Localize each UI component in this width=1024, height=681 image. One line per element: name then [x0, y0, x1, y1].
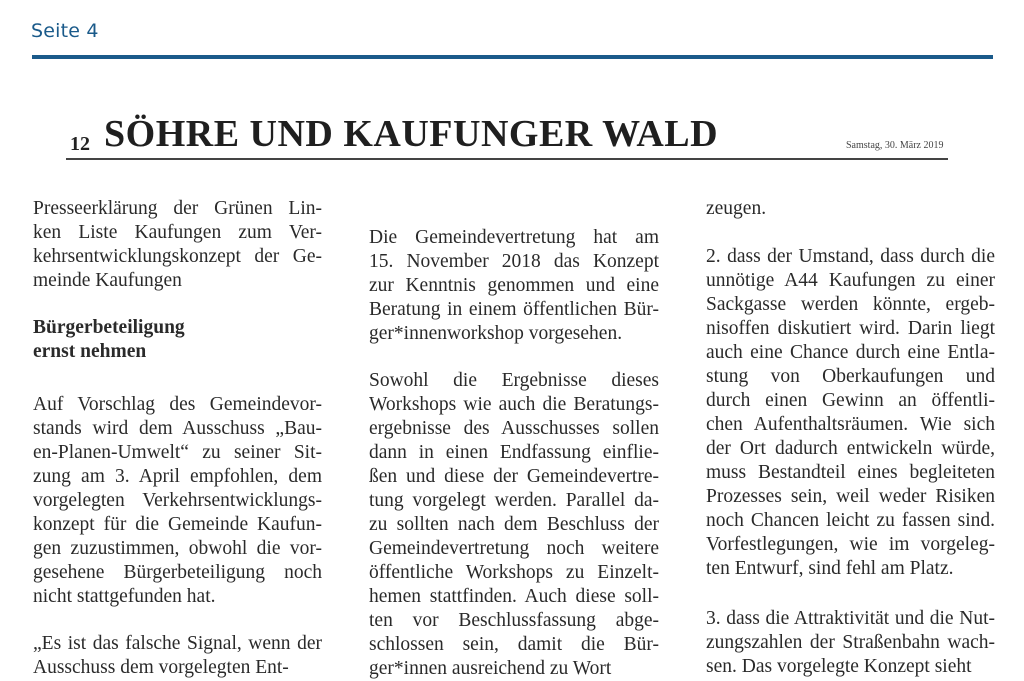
text-line: durch einen Gewinn an öffentli-	[706, 390, 995, 411]
text-line: ergebnisse des Ausschusses sollen	[369, 418, 659, 439]
page-header-label: Seite 4	[31, 20, 99, 42]
text-line: ernst nehmen	[33, 341, 147, 362]
text-line: Prozesses sein, weil weder Risiken	[706, 486, 995, 507]
text-line: zur Kenntnis genommen und eine	[369, 275, 659, 296]
text-line: kehrsentwicklungskonzept der Ge-	[33, 246, 322, 267]
page-number: 12	[70, 133, 90, 155]
text-line: stung von Oberkaufungen und	[706, 366, 995, 387]
text-line: 3. dass die Attraktivität und die Nut-	[706, 608, 995, 629]
text-line: „Es ist das falsche Signal, wenn der	[33, 633, 322, 654]
intro-paragraph	[33, 197, 322, 293]
text-line: öffentliche Workshops zu Einzelt-	[369, 562, 659, 583]
text-line: zu sollten nach dem Beschluss der	[369, 514, 659, 535]
text-line: hemen stattfinden. Auch diese soll-	[369, 586, 659, 607]
text-line: ger*innenworkshop vorgesehen.	[369, 323, 623, 344]
text-line: Presseerklärung der Grünen Lin-	[33, 198, 322, 219]
text-line: 2. dass der Umstand, dass durch die	[706, 246, 995, 267]
text-line: Auf Vorschlag des Gemeindevor-	[33, 394, 322, 415]
text-line: en-Planen-Umwelt“ zu seiner Sit-	[33, 442, 322, 463]
text-line: konzept für die Gemeinde Kaufun-	[33, 514, 322, 535]
dateline: Samstag, 30. März 2019	[846, 140, 944, 151]
text-line: Bürgerbeteiligung	[33, 317, 185, 338]
text-line: gesehene Bürgerbeteiligung noch	[33, 562, 322, 583]
text-line: stands wird dem Ausschuss „Bau-	[33, 418, 322, 439]
text-line: noch Chancen leicht zu fassen sind.	[706, 510, 995, 531]
text-line: 15. November 2018 das Konzept	[369, 251, 659, 272]
text-line: ger*innen ausreichend zu Wort	[369, 658, 612, 679]
body-paragraph	[706, 197, 995, 221]
body-paragraph	[706, 245, 995, 581]
text-line: meinde Kaufungen	[33, 270, 182, 291]
text-line: zungszahlen der Straßenbahn wach-	[706, 632, 995, 653]
header-rule	[66, 158, 948, 160]
text-line: der Ort dadurch entwickeln würde,	[706, 438, 995, 459]
text-line: nicht stattgefunden hat.	[33, 586, 216, 607]
text-line: zeugen.	[706, 198, 767, 219]
text-line: schlossen sein, damit die Bür-	[369, 634, 659, 655]
text-line: Sackgasse werden könnte, ergeb-	[706, 294, 995, 315]
text-line: sen. Das vorgelegte Konzept sieht	[706, 656, 972, 677]
text-line: gen zuzustimmen, obwohl die vor-	[33, 538, 322, 559]
body-paragraph	[33, 632, 322, 680]
text-line: dann in einen Endfassung einflie-	[369, 442, 659, 463]
text-line: auch eine Chance durch eine Entla-	[706, 342, 995, 363]
text-line: unnötige A44 Kaufungen zu einer	[706, 270, 995, 291]
text-line: Die Gemeindevertretung hat am	[369, 227, 659, 248]
text-line: Gemeindevertretung noch weitere	[369, 538, 659, 559]
text-line: Workshops wie auch die Beratungs-	[369, 394, 659, 415]
text-line: ßen und diese der Gemeindevertre-	[369, 466, 659, 487]
subheading	[33, 316, 322, 364]
text-line: ken Liste Kaufungen zum Ver-	[33, 222, 322, 243]
section-title: SÖHRE UND KAUFUNGER WALD	[104, 113, 719, 155]
body-paragraph	[33, 393, 322, 609]
text-line: chen Aufenthaltsräumen. Wie sich	[706, 414, 995, 435]
text-line: zung am 3. April empfohlen, dem	[33, 466, 322, 487]
text-line: nisoffen diskutiert wird. Darin liegt	[706, 318, 995, 339]
text-line: Sowohl die Ergebnisse dieses	[369, 370, 659, 391]
text-line: Ausschuss dem vorgelegten Ent-	[33, 657, 289, 678]
text-line: ten vor Beschlussfassung abge-	[369, 610, 659, 631]
text-line: vorgelegten Verkehrsentwicklungs-	[33, 490, 322, 511]
text-line: Vorfestlegungen, wie im vorgeleg-	[706, 534, 995, 555]
header-bar	[32, 55, 993, 59]
body-paragraph	[369, 369, 659, 681]
text-line: tung vorgelegt werden. Parallel da-	[369, 490, 659, 511]
body-paragraph	[706, 607, 995, 679]
text-line: ten Entwurf, sind fehl am Platz.	[706, 558, 954, 579]
text-line: muss Bestandteil eines begleiteten	[706, 462, 995, 483]
body-paragraph	[369, 226, 659, 346]
text-line: Beratung in einem öffentlichen Bür-	[369, 299, 659, 320]
